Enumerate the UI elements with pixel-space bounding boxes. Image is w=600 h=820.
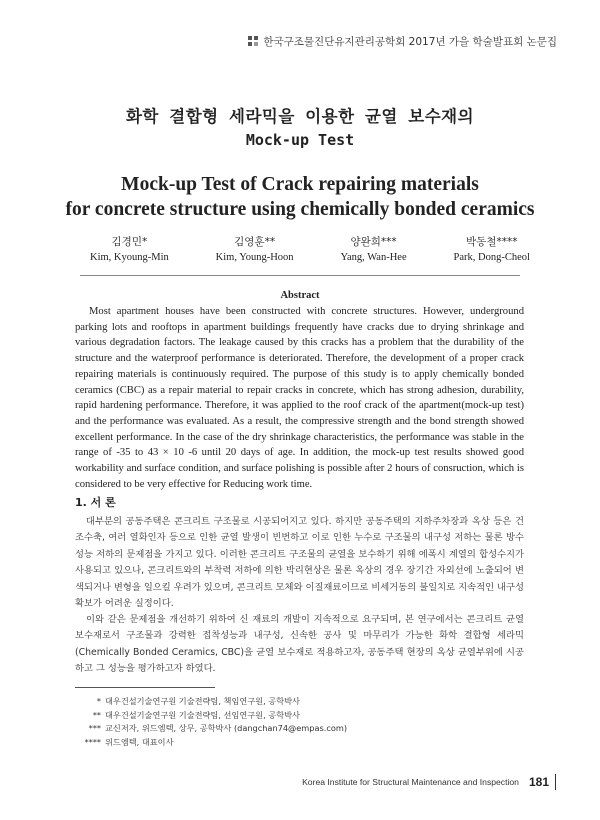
footnote-text: 대우건설기술연구원 기술전략팀, 선임연구원, 공학박사 xyxy=(105,709,300,720)
title-english xyxy=(0,172,600,222)
author-name-korean: 양완희*** xyxy=(350,236,397,248)
journal-header xyxy=(248,34,557,49)
author xyxy=(454,235,530,265)
footnote xyxy=(75,722,347,736)
footer-institute: Korea Institute for Structural Maintenance and Inspection xyxy=(302,777,519,787)
page-number: 181 xyxy=(528,775,549,789)
journal-name: 한국구조물진단유지관리공학회 2017년 가을 학술발표회 논문집 xyxy=(263,36,557,48)
footnote-divider xyxy=(75,687,215,688)
footnote xyxy=(75,736,347,750)
author-name-korean: 김경민* xyxy=(111,236,148,248)
title-english-line2: for concrete structure using chemically bonded ceramics xyxy=(65,199,535,220)
footnote xyxy=(75,695,347,709)
journal-logo-icon xyxy=(248,36,259,47)
footnote xyxy=(75,709,347,723)
abstract-text: Most apartment houses have been constructed with concrete structures. However, underground parking lots and rooftops in apartment buildings frequently have cracks due to drying shrinkage and various degradation factors. The leakage caused by this cracks has a problem that the durability of the structure and the waterproof performance is deteriorated. Therefore, the development of a proper crack repairing materials is continuously required. The purpose of this study is to apply chemically bonded ceramics (CBC) as a repair material to repair cracks in concrete, which has strong adhesion, durability, rapid hardening performance. Therefore, it was applied to the roof crack of the apartment(mock-up test) and the performance was evaluated. As a result, the compressive strength and the bond strength showed excellent performance. In the case of the dry shrinkage characteristics, the performance was stable in the range of -35 to 43 × 10 -6 until 20 days of age. In addition, the mock-up test results showed good workability and surface condition, and surface polishing is possible after 2 hours of consruction, which is considered to be very effective for Reducing work time. xyxy=(75,306,524,490)
author-name-korean: 김영훈** xyxy=(234,236,276,248)
abstract-heading: Abstract xyxy=(280,290,320,301)
title-korean-line2: Mock-up Test xyxy=(245,131,355,149)
author-name-english: Yang, Wan-Hee xyxy=(340,252,407,263)
author-name-english: Kim, Kyoung-Min xyxy=(90,252,169,263)
footnote-text: 위드엠텍, 대표이사 xyxy=(105,736,174,747)
footnote-mark: **** xyxy=(84,736,101,747)
author xyxy=(340,235,406,265)
footnote-text: 대우건설기술연구원 기술전략팀, 책임연구원, 공학박사 xyxy=(105,696,300,706)
footnote-text: 교신저자, 위드엠텍, 상무, 공학박사 (dangchan74@empas.com) xyxy=(105,723,348,733)
author xyxy=(216,235,294,265)
author-list xyxy=(90,235,530,265)
title-korean-line1: 화학 결합형 세라믹을 이용한 균열 보수재의 xyxy=(125,107,475,126)
author-name-english: Kim, Young-Hoon xyxy=(215,252,294,263)
page-footer xyxy=(302,774,556,790)
author-name-english: Park, Dong-Cheol xyxy=(453,252,530,263)
section-heading: 1. 서 론 xyxy=(75,496,116,509)
footnotes xyxy=(75,695,347,749)
footnote-mark: * xyxy=(96,696,101,706)
author xyxy=(90,235,169,265)
footnote-mark: *** xyxy=(88,723,101,733)
footer-bar xyxy=(555,774,556,790)
body-paragraph: 대부분의 공동주택은 콘크리트 구조물로 시공되어지고 있다. 하지만 공동주택의 지하주차장과 옥상 등은 건조수축, 여러 열화인자 등으로 인한 균열 발생이 빈번하고 이로 인한 누수로 구조물의 내구성 저하는 물론 방수성능 저하의 문제점을 가지고 있다. 이러한 콘크리트 구조물의 균열을 보수하기 위해 에폭시 계열의 합성수지가 사용되고 있으나, 콘크리트와의 부착력 저하에 의한 박리현상은 물론 옥상의 경우 장기간 자외선에 노출되어 변색되거나 변형을 일으킬 우려가 있으며, 콘크리트 모체와 이질재료이므로 비세거동의 불일치로 지속적인 내구성 확보가 어려운 실정이다. xyxy=(75,516,524,610)
title-english-line1: Mock-up Test of Crack repairing materials xyxy=(121,174,479,195)
divider xyxy=(80,275,520,276)
footnote-mark: ** xyxy=(92,709,101,720)
body-paragraph: 이와 같은 문제점을 개선하기 위하여 신 재료의 개발이 지속적으로 요구되며, 본 연구에서는 콘크리트 균열 보수재로서 구조물과 강력한 접착성능과 내구성, 신속한 공사 및 마무리가 가능한 화학 결합형 세라믹(Chemically Bonded Ceramics, CBC)을 균열 보수재로 적용하고자, 공동주택 현장의 옥상 균열부위에 시공하고 그 성능을 평가하고자 하였다. xyxy=(75,614,524,675)
author-name-korean: 박동철**** xyxy=(466,236,518,248)
